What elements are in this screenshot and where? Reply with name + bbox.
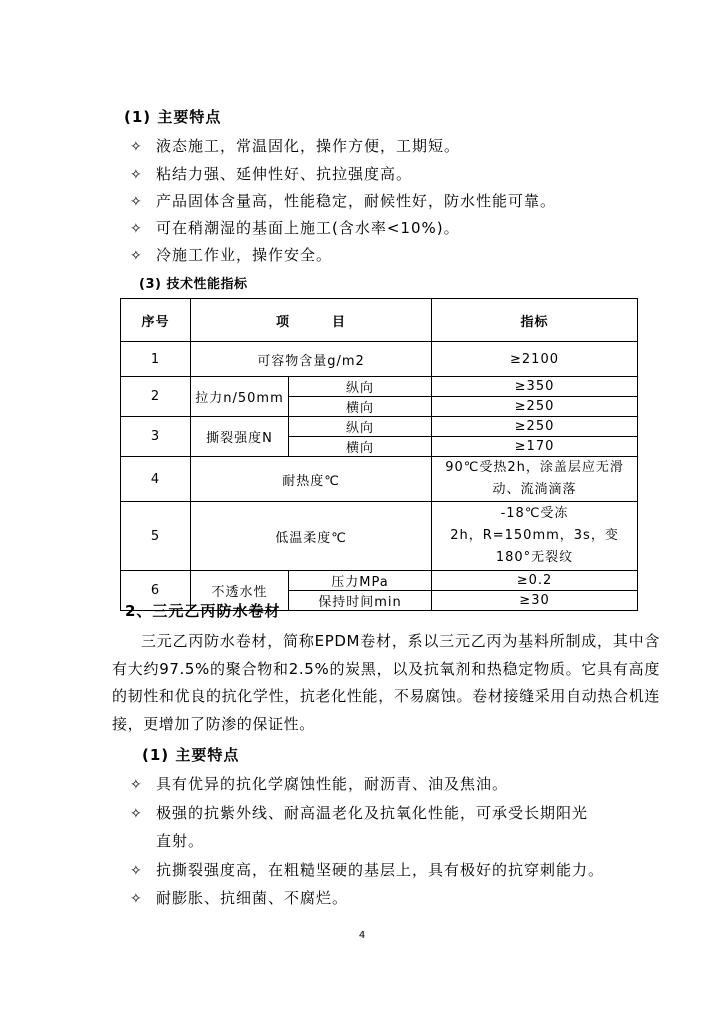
cell-item: 不透水性 — [191, 571, 289, 611]
cell-item: 低温柔度℃ — [191, 502, 432, 571]
table-header-row — [121, 299, 638, 342]
diamond-bullet-icon: ✧ — [130, 863, 143, 879]
section2-title: 2、三元乙丙防水卷材 — [125, 602, 281, 620]
cell-subitem: 纵向 — [289, 417, 432, 437]
cell-subitem: 横向 — [289, 437, 432, 457]
diamond-bullet-icon: ✧ — [130, 194, 143, 210]
list-item: ✧ 耐膨胀、抗细菌、不腐烂。 — [130, 889, 349, 907]
table-row — [121, 571, 638, 591]
section2-heading: (1) 主要特点 — [142, 746, 240, 764]
diamond-bullet-icon: ✧ — [130, 248, 143, 264]
table-row — [121, 342, 638, 377]
list-item: ✧ 液态施工，常温固化，操作方便，工期短。 — [130, 137, 461, 155]
cell-value: ≥250 — [432, 397, 638, 417]
diamond-bullet-icon: ✧ — [130, 167, 143, 183]
page-number: 4 — [358, 930, 366, 941]
cell-seq: 5 — [121, 502, 191, 571]
cell-item: 撕裂强度N — [191, 417, 289, 457]
diamond-bullet-icon: ✧ — [130, 891, 143, 907]
list-item: ✧ 产品固体含量高，性能稳定，耐候性好，防水性能可靠。 — [130, 192, 557, 210]
cell-item: 耐热度℃ — [191, 457, 432, 502]
cell-item: 拉力n/50mm — [191, 377, 289, 417]
diamond-bullet-icon: ✧ — [130, 777, 143, 793]
header-seq: 序号 — [121, 299, 191, 342]
cell-seq: 3 — [121, 417, 191, 457]
cell-value: ≥170 — [432, 437, 638, 457]
cell-subitem: 横向 — [289, 397, 432, 417]
cell-value: ≥2100 — [432, 342, 638, 377]
cell-value: ≥30 — [432, 591, 638, 611]
list-item: ✧ 可在稍潮湿的基面上施工(含水率<10%)。 — [130, 219, 460, 237]
cell-item: 可容物含量g/m2 — [191, 342, 432, 377]
header-item: 项 目 — [191, 299, 432, 342]
cell-seq: 1 — [121, 342, 191, 377]
diamond-bullet-icon: ✧ — [130, 139, 143, 155]
cell-subitem: 压力MPa — [289, 571, 432, 591]
spec-table — [120, 298, 638, 611]
cell-value: ≥0.2 — [432, 571, 638, 591]
cell-subitem: 保持时间min — [289, 591, 432, 611]
cell-value: 90℃受热2h，涂盖层应无滑 动、流淌滴落 — [432, 457, 638, 502]
list-item: ✧ 抗撕裂强度高，在粗糙坚硬的基层上，具有极好的抗穿刺能力。 — [130, 861, 605, 879]
section1-heading: (1) 主要特点 — [124, 108, 222, 126]
list-item: ✧ 粘结力强、延伸性好、抗拉强度高。 — [130, 165, 413, 183]
table-row — [121, 417, 638, 437]
table-row — [121, 377, 638, 397]
list-item-continuation: 直射。 — [156, 832, 205, 850]
table-row — [121, 502, 638, 571]
list-item: ✧ 具有优异的抗化学腐蚀性能，耐沥青、油及焦油。 — [130, 775, 509, 793]
cell-value: ≥350 — [432, 377, 638, 397]
diamond-bullet-icon: ✧ — [130, 221, 143, 237]
cell-value: ≥250 — [432, 417, 638, 437]
list-item: ✧ 冷施工作业，操作安全。 — [130, 246, 333, 264]
table-heading: (3) 技术性能指标 — [139, 277, 248, 292]
cell-seq: 4 — [121, 457, 191, 502]
cell-value: -18℃受冻 2h，R=150mm，3s，变 180°无裂纹 — [432, 502, 638, 571]
cell-seq: 6 — [121, 571, 191, 611]
diamond-bullet-icon: ✧ — [130, 806, 143, 822]
cell-seq: 2 — [121, 377, 191, 417]
list-item: ✧ 极强的抗紫外线、耐高温老化及抗氧化性能，可承受长期阳光 — [130, 804, 589, 822]
cell-subitem: 纵向 — [289, 377, 432, 397]
table-row — [121, 457, 638, 502]
section2-paragraph: 三元乙丙防水卷材，简称EPDM卷材，系以三元乙丙为基料所制成，其中含有大约97.5%的聚合物和2.5%的炭黑，以及抗氧剂和热稳定物质。它具有高度的韧性和优良的抗化学性，抗老化性能，不易腐蚀。卷材接缝采用自动热合机连接，更增加了防渗的保证性。 — [112, 632, 660, 733]
header-index: 指标 — [432, 299, 638, 342]
